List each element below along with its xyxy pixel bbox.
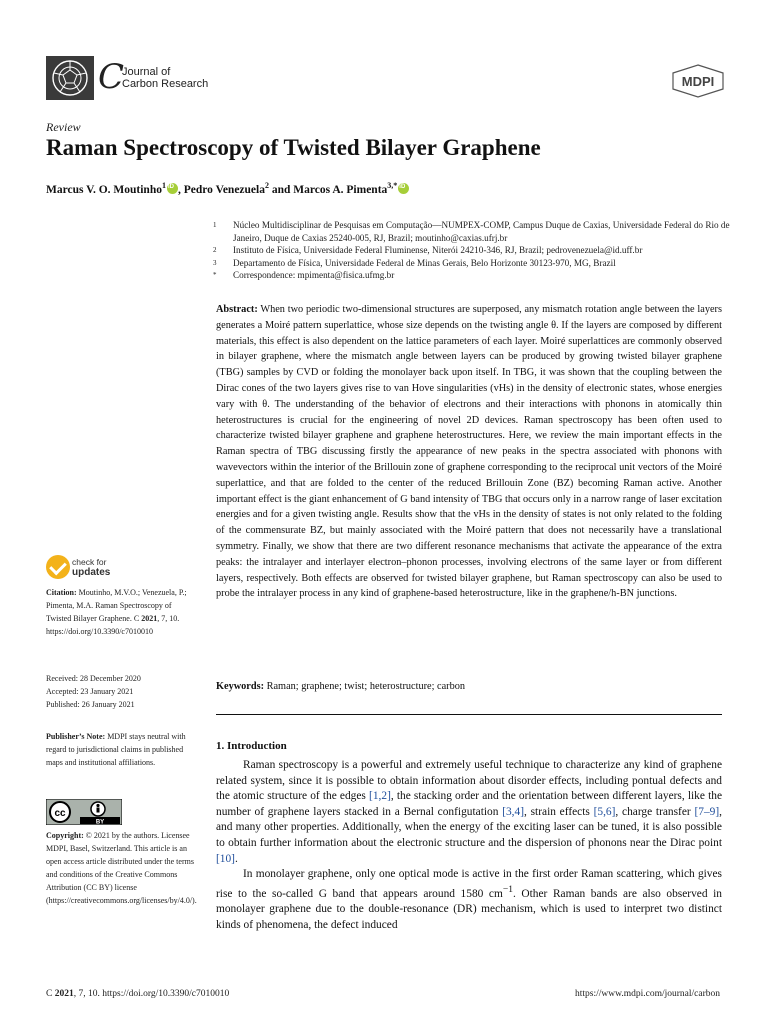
orcid-icon[interactable] bbox=[167, 183, 178, 194]
citation-link[interactable]: [7–9] bbox=[694, 805, 720, 818]
cc-by-license-icon[interactable] bbox=[46, 799, 122, 825]
journal-letter: C bbox=[98, 57, 125, 97]
affiliations bbox=[213, 219, 733, 282]
keywords bbox=[216, 681, 722, 692]
article-type: Review bbox=[46, 120, 81, 134]
publisher-note: Publisher’s Note: MDPI stays neutral with regard to jurisdictional claims in published maps and institutional affiliations. bbox=[46, 732, 186, 767]
accepted-date: Accepted: 23 January 2021 bbox=[46, 687, 134, 696]
introduction-body bbox=[216, 758, 722, 933]
article-title: Raman Spectroscopy of Twisted Bilayer Graphene bbox=[46, 135, 541, 160]
affiliation-item: 3 Departamento de Física, Universidade Federal de Minas Gerais, Belo Horizonte 30123-970, MG, Brazil bbox=[213, 257, 616, 268]
affiliation-item: 2 Instituto de Física, Universidade Federal Fluminense, Niterói 24210-346, RJ, Brazil; pedrovenezuela@id.uff.br bbox=[213, 245, 643, 256]
journal-header bbox=[46, 56, 726, 104]
doi-link[interactable]: , 7, 10. https://doi.org/10.3390/c7010010 bbox=[46, 614, 180, 636]
orcid-icon[interactable] bbox=[398, 183, 409, 194]
citation-link[interactable]: [1,2] bbox=[369, 790, 391, 803]
keywords-label: Keywords: bbox=[216, 681, 265, 692]
citation-link[interactable]: [3,4] bbox=[502, 805, 525, 818]
mdpi-logo-icon bbox=[670, 64, 726, 98]
check-for-updates-button[interactable]: check for updates bbox=[46, 555, 146, 581]
citation-link[interactable]: [5,6] bbox=[593, 805, 616, 818]
footer-journal-url[interactable]: https://www.mdpi.com/journal/carbon bbox=[574, 989, 720, 999]
affiliation-item: 1 Núcleo Multidisciplinar de Pesquisas em Computação—NUMPEX-COMP, Campus Duque de Caxias, Universidade Federal do Rio de Janeiro, Duque de Caxias 25240-005, RJ, Brazil; moutinho@caxias.ufrj.br bbox=[213, 220, 730, 243]
published-date: Published: 26 January 2021 bbox=[46, 700, 135, 709]
cc-by-label: BY bbox=[95, 819, 105, 825]
affiliation-item: * Correspondence: mpimenta@fisica.ufmg.br bbox=[213, 270, 395, 281]
svg-text:cc: cc bbox=[54, 808, 66, 819]
section-divider bbox=[216, 714, 722, 715]
citation-block: Citation: Moutinho, M.V.O.; Venezuela, P.; Pimenta, M.A. Raman Spectroscopy of Twisted Bilayer Graphene. C 2021, 7, 10. https://doi.org/10.3390/c7010010 bbox=[46, 588, 187, 636]
footer-citation: C 2021, 7, 10. https://doi.org/10.3390/c7010010 bbox=[46, 989, 230, 999]
section-heading: 1. Introduction bbox=[216, 740, 287, 752]
abstract-label: Abstract: bbox=[216, 304, 258, 315]
citation-link[interactable]: [10] bbox=[216, 852, 235, 865]
author-name[interactable]: Pedro Venezuela bbox=[183, 183, 265, 196]
received-date: Received: 28 December 2020 bbox=[46, 674, 141, 683]
author-name[interactable]: Marcus V. O. Moutinho bbox=[46, 183, 162, 196]
paragraph: Raman spectroscopy is a powerful and extremely useful technique to characterize any kind of graphene related system, since it is possible to obtain information about disorder effects, including pontual defects and the atomic structure of the edges [1,2], the stacking order and the orientation between different layers, like the number of graphene layers stacked in a Bernal configutation [3,4], strain effects [5,6], charge transfer [7–9], and many other properties. Additionally, when the energy of the exciting laser can be tuned, it is also possible to obtain further information about the electronic structure and the dispersion of phonons near the Dirac point [10]. bbox=[216, 759, 723, 865]
paragraph: In monolayer graphene, only one optical mode is active in the first order Raman scattering, which gives rise to the so-called G band that appears around 1580 $cm^{-1}$. Other Raman bands are also observed in monolayer graphene due to the double-resonance (DR) mechanism, which is used to interpret two distinct kinds of phenomena, the defect induced bbox=[216, 868, 722, 931]
author-name[interactable]: Marcos A. Pimenta bbox=[293, 183, 388, 196]
dates-block bbox=[46, 672, 196, 711]
fullerene-logo-icon bbox=[46, 56, 94, 100]
keywords-text: Raman; graphene; twist; heterostructure; carbon bbox=[264, 681, 466, 692]
check-icon bbox=[46, 555, 70, 579]
author-list: Marcus V. O. Moutinho$^1$iD , Pedro Venezuela$^2$ and Marcos A. Pimenta$^{3,*}$iD bbox=[46, 181, 409, 196]
journal-name: Journal of Carbon Research bbox=[122, 66, 209, 90]
abstract-text: When two periodic two-dimensional structures are superposed, any mismatch rotation angle between the layers generates a Moiré pattern superlattice, whose size depends on the twisting angle θ. If the layers are composed by different materials, this effect is also dependent on the lattice parameters of each layer. Moiré superlattices are commonly observed in bilayer graphene, where the mismatch angle between layers can be produced by growing twisted bilayer graphene (TBG) samples by CVD or folding the monolayer back upon itself. In TBG, it was shown that the coupling between the Dirac cones of the two layers gives rise to van Hove singularities (vHs) in the density of electronic states, whose energies vary with θ. The understanding of the behavior of electrons and their interactions with phonons in atomically thin heterostructures is crucial for the engineering of novel 2D devices. Raman spectroscopy has been often used to characterize twisted bilayer graphene and graphene heterostructures. Here, we review the main important effects in the Raman spectra of TBG discussing firstly the appearance of new peaks in the spectra associated with phonons with wavevectors within the interior of the Brillouin zone of graphene corresponding to the reciprocal unit vectors of the Moiré superlattice, and that are folded to the center of the reduced Brillouin Zone (BZ) becoming Raman active. Another important effect is the giant enhancement of G band intensity of TBG that occurs only in a narrow range of laser excitation energies and for a given twisting angle. Results show that the vHs in the density of states is not only related to the folding of the commensurate BZ, but mainly associated with the Moiré pattern that does not necessarily have a translational symmetry. Finally, we show that there are two different resonance mechanisms that activate the appearance of the extra peaks: the intralayer and interlayer electron–phonon processes, involving electrons of the same layer or from different layers, respectively. Both effects are observed for twisted bilayer graphene, but Raman spectroscopy can also be used to probe the intralayer process in any kind of graphene-based heterostructure, like in the graphene/h-BN junctions. bbox=[216, 304, 723, 600]
footer-doi-link[interactable]: , 7, 10. https://doi.org/10.3390/c7010010 bbox=[73, 989, 230, 999]
publisher-label: MDPI bbox=[681, 74, 715, 89]
copyright-block: Copyright: © 2021 by the authors. Licensee MDPI, Basel, Switzerland. This article is an open access article distributed under the terms and conditions of the Creative Commons Attribution (CC BY) license (https://creativecommons.org/licenses/by/4.0/). bbox=[46, 831, 197, 905]
abstract bbox=[216, 302, 722, 602]
